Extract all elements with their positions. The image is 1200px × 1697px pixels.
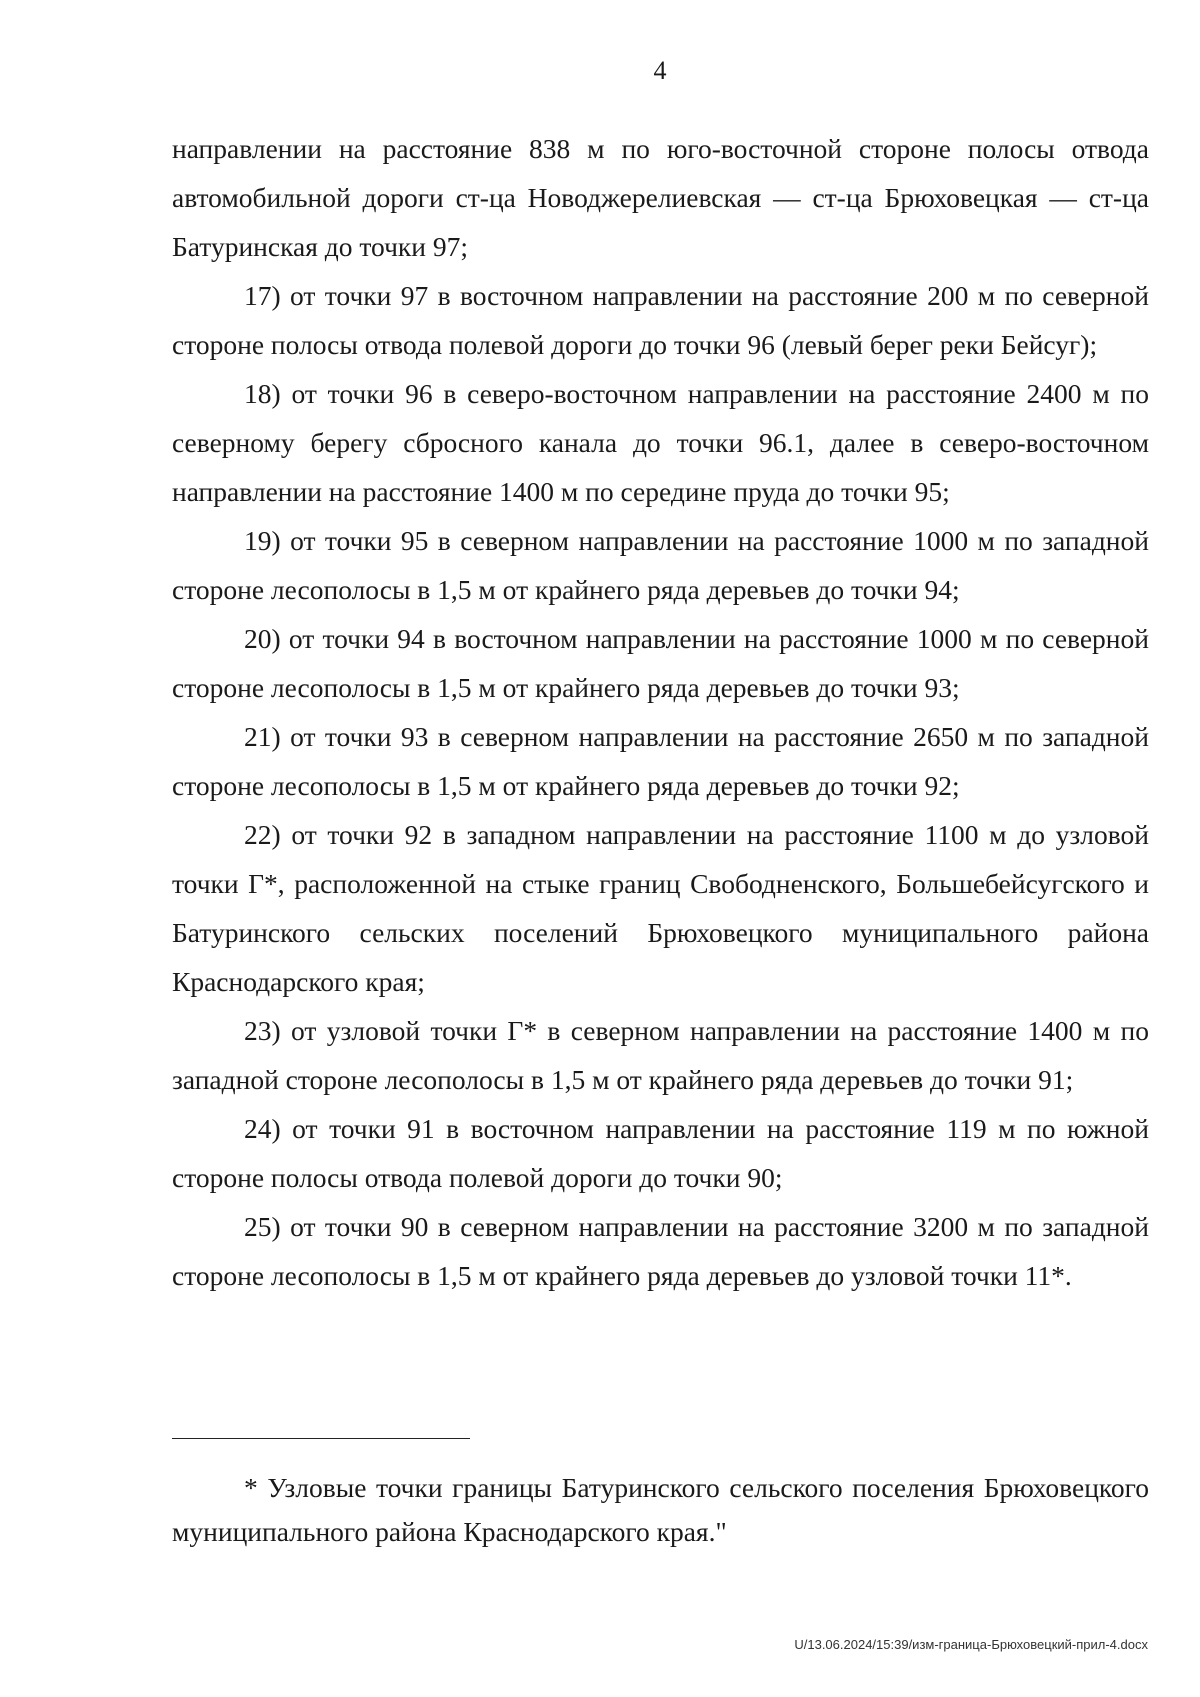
page-number: 4 — [653, 56, 667, 85]
paragraph-item-17: 17) от точки 97 в восточном направлении на расстояние 200 м по северной стороне полосы отвода полевой дороги до точки 96 (левый берег реки Бейсуг); — [172, 280, 1149, 360]
file-path-stamp: U/13.06.2024/15:39/изм-граница-Брюховецкий-прил-4.docx — [794, 1637, 1148, 1652]
footnote-text: * Узловые точки границы Батуринского сельского поселения Брюховецкого муниципального района Краснодарского края." — [172, 1472, 1149, 1547]
document-body — [172, 124, 1149, 1300]
footnote-divider — [172, 1438, 470, 1439]
paragraph-item-21: 21) от точки 93 в северном направлении на расстояние 2650 м по западной стороне лесополосы в 1,5 м от крайнего ряда деревьев до точки 92; — [172, 721, 1149, 801]
paragraph-item-25: 25) от точки 90 в северном направлении на расстояние 3200 м по западной стороне лесополосы в 1,5 м от крайнего ряда деревьев до узловой точки 11*. — [172, 1211, 1149, 1291]
paragraph-item-22: 22) от точки 92 в западном направлении на расстояние 1100 м до узловой точки Г*, расположенной на стыке границ Свободненского, Большебейсугского и Батуринского сельских поселений Брюховецкого муниципального района Краснодарского края; — [172, 819, 1149, 997]
paragraph-item-24: 24) от точки 91 в восточном направлении на расстояние 119 м по южной стороне полосы отвода полевой дороги до точки 90; — [172, 1113, 1149, 1193]
paragraph-item-23: 23) от узловой точки Г* в северном направлении на расстояние 1400 м по западной стороне лесополосы в 1,5 м от крайнего ряда деревьев до точки 91; — [172, 1015, 1149, 1095]
paragraph-item-18: 18) от точки 96 в северо-восточном направлении на расстояние 2400 м по северному берегу сбросного канала до точки 96.1, далее в северо-восточном направлении на расстояние 1400 м по середине пруда до точки 95; — [172, 378, 1149, 507]
paragraph-item-19: 19) от точки 95 в северном направлении на расстояние 1000 м по западной стороне лесополосы в 1,5 м от крайнего ряда деревьев до точки 94; — [172, 525, 1149, 605]
paragraph-item-20: 20) от точки 94 в восточном направлении на расстояние 1000 м по северной стороне лесополосы в 1,5 м от крайнего ряда деревьев до точки 93; — [172, 623, 1149, 703]
paragraph-continuation: направлении на расстояние 838 м по юго-восточной стороне полосы отвода автомобильной дороги ст-ца Новоджерелиевская — ст-ца Брюховецкая — ст-ца Батуринская до точки 97; — [172, 133, 1149, 262]
